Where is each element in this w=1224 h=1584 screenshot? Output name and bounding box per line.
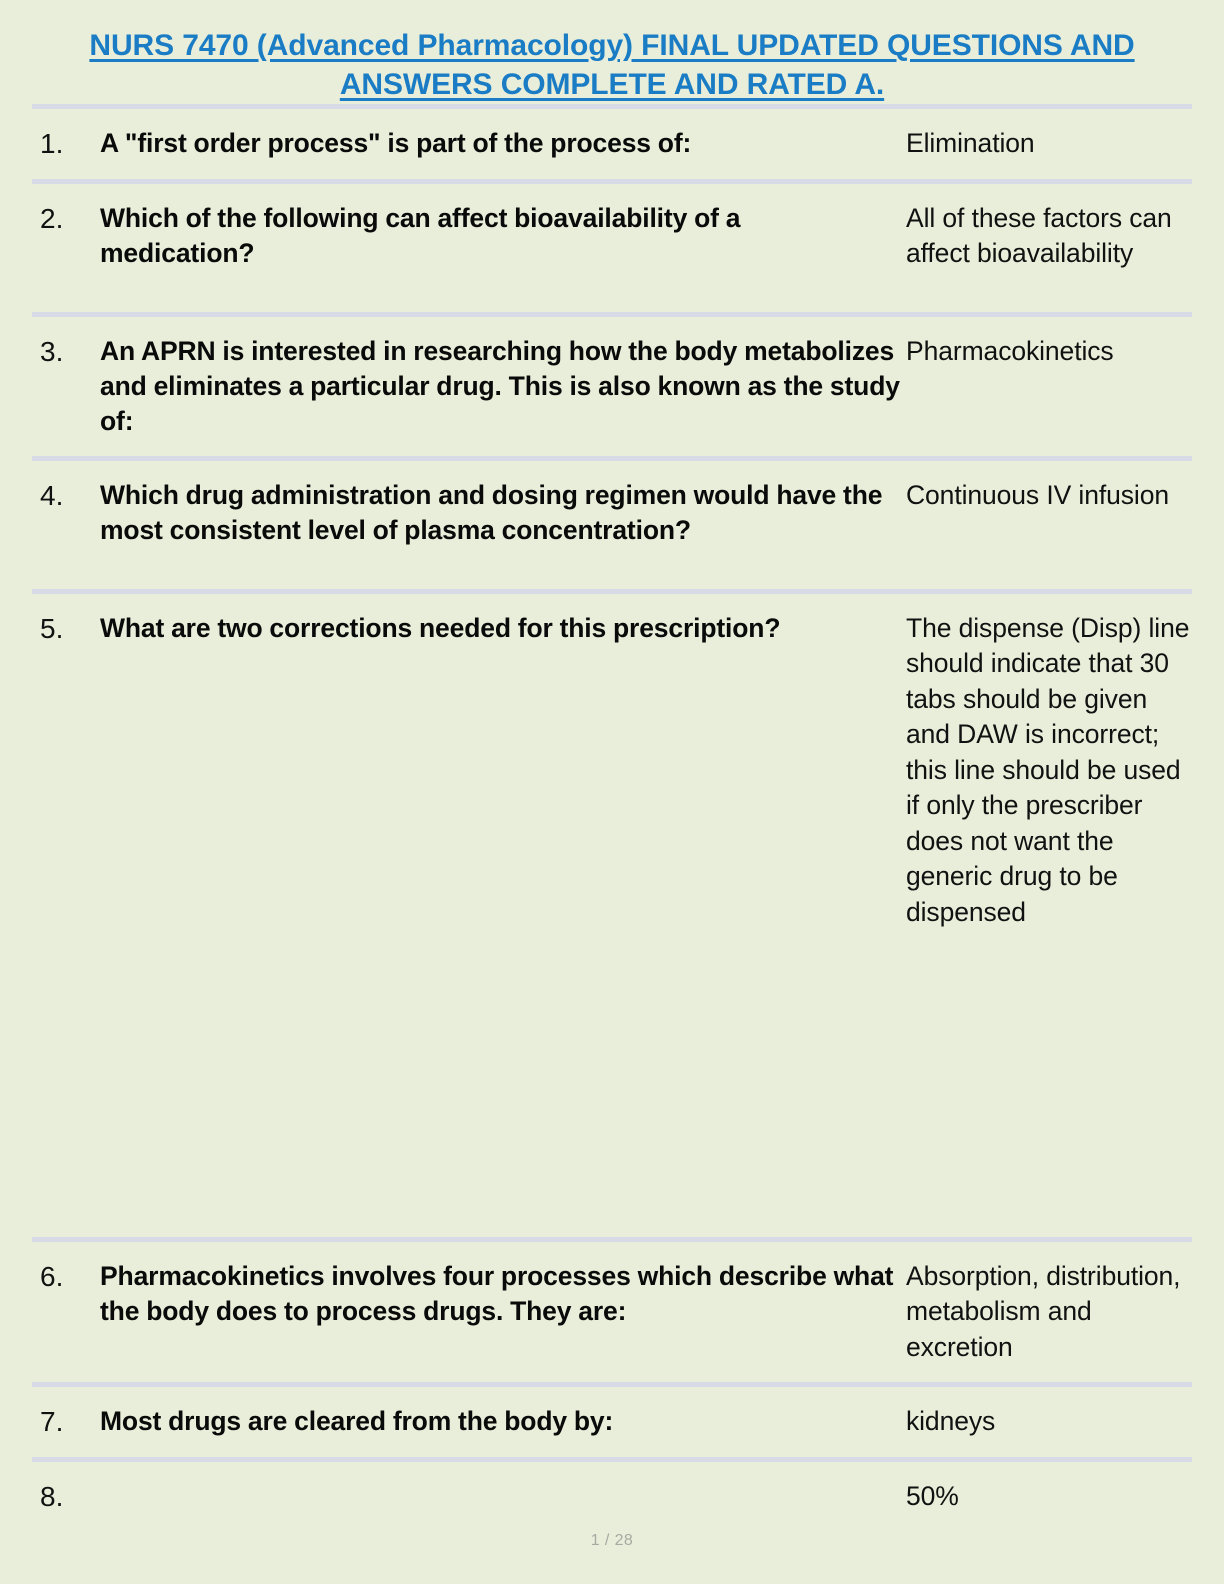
row-answer: 50% [906, 1480, 959, 1511]
row-answer: The dispense (Disp) line should indicate that 30 tabs should be given and DAW is incorrect; this line should be used if only the prescriber does not want the generic drug to be dispensed [906, 612, 1190, 927]
row-number: 7. [40, 1406, 64, 1437]
page-title-line-1: NURS 7470 (Advanced Pharmacology) FINAL UPDATED QUESTIONS AND [89, 29, 1135, 62]
row-answer: Absorption, distribution, metabolism and excretion [906, 1260, 1181, 1362]
row-question: Pharmacokinetics involves four processes which describe what the body does to process drugs. They are: [100, 1260, 894, 1326]
row-number: 1. [40, 128, 64, 159]
table-row [32, 104, 1192, 179]
row-number: 4. [40, 479, 64, 511]
row-answer: Continuous IV infusion [906, 479, 1169, 510]
qa-table [0, 104, 1224, 1531]
row-question [100, 1462, 906, 1496]
table-row [32, 1382, 1192, 1457]
page-title-line-2: ANSWERS COMPLETE AND RATED A. [339, 68, 885, 101]
page-title [0, 0, 1224, 104]
row-question: What are two corrections needed for this prescription? [100, 612, 781, 643]
row-question: Which drug administration and dosing regimen would have the most consistent level of plasma concentration? [100, 479, 883, 545]
table-row [32, 456, 1192, 589]
table-row [32, 1237, 1192, 1383]
row-answer: All of these factors can affect bioavailability [906, 202, 1172, 268]
row-number: 2. [40, 202, 64, 234]
table-row [32, 179, 1192, 312]
row-number: 8. [40, 1480, 64, 1512]
row-number: 5. [40, 612, 64, 644]
row-answer: kidneys [906, 1406, 996, 1436]
row-question: Most drugs are cleared from the body by: [100, 1406, 614, 1436]
row-answer: Elimination [906, 128, 1035, 158]
table-row [32, 1457, 1192, 1532]
table-row [32, 312, 1192, 456]
row-question: An APRN is interested in researching how the body metabolizes and eliminates a particular drug. This is also known as the study of: [100, 335, 900, 436]
row-question: Which of the following can affect bioavailability of a medication? [100, 202, 741, 268]
row-answer: Pharmacokinetics [906, 335, 1114, 366]
row-number: 6. [40, 1260, 64, 1292]
row-question: A "first order process" is part of the process of: [100, 128, 692, 158]
table-row [32, 589, 1192, 1237]
page-footer: 1 / 28 [590, 1532, 634, 1549]
row-number: 3. [40, 335, 64, 367]
